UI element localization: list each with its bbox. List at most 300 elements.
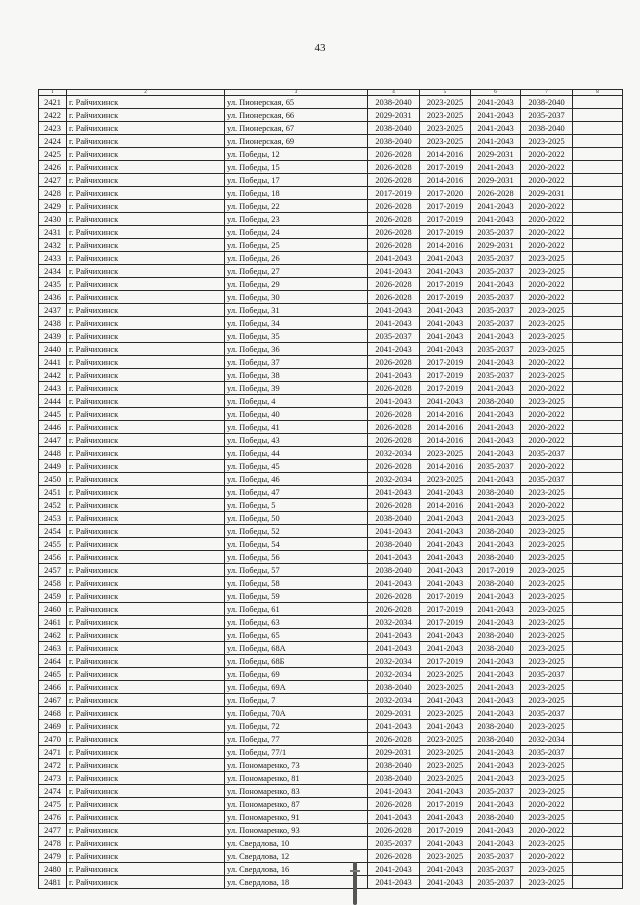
table-row	[39, 616, 623, 629]
table-row	[39, 486, 623, 499]
table-body	[39, 90, 623, 889]
address: ул. Победы, 5	[225, 499, 368, 512]
period-col4: 2017-2019	[368, 187, 420, 200]
table-row	[39, 369, 623, 382]
row-number: 2442	[39, 369, 67, 382]
col8	[573, 785, 623, 798]
period-col5: 2014-2016	[420, 408, 471, 421]
period-col6: 2041-2043	[471, 408, 521, 421]
address: ул. Победы, 50	[225, 512, 368, 525]
col8	[573, 265, 623, 278]
row-number: 2479	[39, 850, 67, 863]
period-col7: 2023-2025	[521, 642, 573, 655]
row-number: 2465	[39, 668, 67, 681]
address: ул. Победы, 40	[225, 408, 368, 421]
row-number: 2441	[39, 356, 67, 369]
address: ул. Свердлова, 16	[225, 863, 368, 876]
address: ул. Победы, 72	[225, 720, 368, 733]
settlement: г. Райчихинск	[67, 863, 225, 876]
col8	[573, 239, 623, 252]
table-row	[39, 811, 623, 824]
period-col5: 2041-2043	[420, 629, 471, 642]
period-col7: 2020-2022	[521, 824, 573, 837]
row-number: 2480	[39, 863, 67, 876]
period-col6: 2026-2028	[471, 187, 521, 200]
row-number: 2430	[39, 213, 67, 226]
period-col6: 2035-2037	[471, 226, 521, 239]
period-col7: 2023-2025	[521, 551, 573, 564]
period-col6: 2041-2043	[471, 278, 521, 291]
address: ул. Пономаренко, 93	[225, 824, 368, 837]
address: ул. Свердлова, 10	[225, 837, 368, 850]
col8	[573, 655, 623, 668]
row-number: 2438	[39, 317, 67, 330]
row-number: 2453	[39, 512, 67, 525]
period-col6: 2029-2031	[471, 239, 521, 252]
period-col5: 2041-2043	[420, 811, 471, 824]
col8	[573, 434, 623, 447]
row-number: 2424	[39, 135, 67, 148]
table-row	[39, 551, 623, 564]
address: ул. Победы, 47	[225, 486, 368, 499]
address: ул. Победы, 77/1	[225, 746, 368, 759]
address: ул. Пономаренко, 83	[225, 785, 368, 798]
period-col4: 2032-2034	[368, 655, 420, 668]
settlement: г. Райчихинск	[67, 330, 225, 343]
row-number: 2435	[39, 278, 67, 291]
table-row	[39, 512, 623, 525]
period-col4: 2041-2043	[368, 304, 420, 317]
col8	[573, 330, 623, 343]
row-number: 2475	[39, 798, 67, 811]
table-row	[39, 733, 623, 746]
row-number: 2421	[39, 96, 67, 109]
column-number-4: 4	[368, 90, 420, 96]
period-col4: 2029-2031	[368, 746, 420, 759]
table-row	[39, 317, 623, 330]
period-col5: 2023-2025	[420, 473, 471, 486]
table-row	[39, 382, 623, 395]
table-row	[39, 187, 623, 200]
address: ул. Свердлова, 12	[225, 850, 368, 863]
table-row	[39, 850, 623, 863]
period-col5: 2017-2019	[420, 382, 471, 395]
period-col6: 2029-2031	[471, 174, 521, 187]
address: ул. Победы, 54	[225, 538, 368, 551]
settlement: г. Райчихинск	[67, 226, 225, 239]
row-number: 2477	[39, 824, 67, 837]
row-number: 2451	[39, 486, 67, 499]
settlement: г. Райчихинск	[67, 772, 225, 785]
row-number: 2434	[39, 265, 67, 278]
period-col5: 2041-2043	[420, 577, 471, 590]
settlement: г. Райчихинск	[67, 278, 225, 291]
period-col4: 2026-2028	[368, 499, 420, 512]
period-col5: 2017-2019	[420, 161, 471, 174]
col8	[573, 252, 623, 265]
period-col7: 2020-2022	[521, 460, 573, 473]
col8	[573, 317, 623, 330]
address: ул. Победы, 68Б	[225, 655, 368, 668]
col8	[573, 356, 623, 369]
table-row	[39, 681, 623, 694]
address: ул. Победы, 12	[225, 148, 368, 161]
settlement: г. Райчихинск	[67, 642, 225, 655]
period-col5: 2041-2043	[420, 252, 471, 265]
period-col6: 2041-2043	[471, 824, 521, 837]
period-col6: 2041-2043	[471, 434, 521, 447]
period-col6: 2035-2037	[471, 876, 521, 889]
period-col5: 2017-2019	[420, 278, 471, 291]
table-row	[39, 174, 623, 187]
col8	[573, 421, 623, 434]
period-col6: 2041-2043	[471, 746, 521, 759]
col8	[573, 512, 623, 525]
period-col7: 2038-2040	[521, 122, 573, 135]
address: ул. Победы, 43	[225, 434, 368, 447]
period-col6: 2041-2043	[471, 447, 521, 460]
address: ул. Пионерская, 66	[225, 109, 368, 122]
period-col5: 2017-2019	[420, 603, 471, 616]
table-row	[39, 746, 623, 759]
col8	[573, 616, 623, 629]
period-col5: 2041-2043	[420, 551, 471, 564]
period-col5: 2023-2025	[420, 746, 471, 759]
period-col7: 2023-2025	[521, 876, 573, 889]
period-col7: 2023-2025	[521, 629, 573, 642]
period-col6: 2035-2037	[471, 850, 521, 863]
col8	[573, 603, 623, 616]
period-col7: 2020-2022	[521, 226, 573, 239]
period-col4: 2038-2040	[368, 122, 420, 135]
period-col6: 2041-2043	[471, 707, 521, 720]
period-col7: 2023-2025	[521, 603, 573, 616]
settlement: г. Райчихинск	[67, 161, 225, 174]
settlement: г. Райчихинск	[67, 239, 225, 252]
period-col7: 2023-2025	[521, 538, 573, 551]
period-col4: 2041-2043	[368, 720, 420, 733]
column-number-5: 5	[420, 90, 471, 96]
address: ул. Победы, 37	[225, 356, 368, 369]
period-col5: 2014-2016	[420, 434, 471, 447]
col8	[573, 824, 623, 837]
table-row	[39, 447, 623, 460]
page-number: 43	[314, 42, 326, 54]
col8	[573, 681, 623, 694]
settlement: г. Райчихинск	[67, 304, 225, 317]
period-col4: 2026-2028	[368, 213, 420, 226]
period-col4: 2041-2043	[368, 785, 420, 798]
col8	[573, 278, 623, 291]
period-col5: 2023-2025	[420, 668, 471, 681]
address: ул. Победы, 59	[225, 590, 368, 603]
address-schedule-table	[38, 89, 623, 889]
period-col4: 2026-2028	[368, 603, 420, 616]
settlement: г. Райчихинск	[67, 707, 225, 720]
period-col4: 2026-2028	[368, 460, 420, 473]
period-col7: 2023-2025	[521, 837, 573, 850]
row-number: 2444	[39, 395, 67, 408]
period-col7: 2023-2025	[521, 135, 573, 148]
address: ул. Победы, 69	[225, 668, 368, 681]
address: ул. Победы, 27	[225, 265, 368, 278]
period-col5: 2041-2043	[420, 837, 471, 850]
row-number: 2454	[39, 525, 67, 538]
row-number: 2429	[39, 200, 67, 213]
period-col5: 2041-2043	[420, 564, 471, 577]
row-number: 2467	[39, 694, 67, 707]
col8	[573, 551, 623, 564]
settlement: г. Райчихинск	[67, 135, 225, 148]
period-col4: 2041-2043	[368, 863, 420, 876]
period-col5: 2017-2019	[420, 291, 471, 304]
period-col4: 2041-2043	[368, 811, 420, 824]
period-col6: 2038-2040	[471, 525, 521, 538]
period-col5: 2041-2043	[420, 525, 471, 538]
period-col6: 2041-2043	[471, 798, 521, 811]
table-row	[39, 395, 623, 408]
period-col6: 2041-2043	[471, 109, 521, 122]
address: ул. Победы, 35	[225, 330, 368, 343]
col8	[573, 473, 623, 486]
settlement: г. Райчихинск	[67, 122, 225, 135]
settlement: г. Райчихинск	[67, 343, 225, 356]
address: ул. Победы, 44	[225, 447, 368, 460]
row-number: 2452	[39, 499, 67, 512]
binding-mark	[353, 862, 357, 905]
period-col7: 2020-2022	[521, 499, 573, 512]
period-col4: 2026-2028	[368, 798, 420, 811]
period-col5: 2014-2016	[420, 421, 471, 434]
period-col4: 2038-2040	[368, 772, 420, 785]
period-col7: 2035-2037	[521, 668, 573, 681]
row-number: 2473	[39, 772, 67, 785]
period-col4: 2041-2043	[368, 265, 420, 278]
binding-mark-tick	[350, 870, 360, 872]
row-number: 2447	[39, 434, 67, 447]
period-col4: 2041-2043	[368, 343, 420, 356]
row-number: 2470	[39, 733, 67, 746]
table-row	[39, 577, 623, 590]
period-col6: 2029-2031	[471, 148, 521, 161]
period-col7: 2020-2022	[521, 356, 573, 369]
period-col6: 2041-2043	[471, 772, 521, 785]
col8	[573, 226, 623, 239]
settlement: г. Райчихинск	[67, 694, 225, 707]
col8	[573, 668, 623, 681]
period-col7: 2023-2025	[521, 343, 573, 356]
settlement: г. Райчихинск	[67, 408, 225, 421]
col8	[573, 590, 623, 603]
period-col6: 2035-2037	[471, 317, 521, 330]
period-col7: 2035-2037	[521, 109, 573, 122]
address: ул. Пономаренко, 81	[225, 772, 368, 785]
period-col5: 2023-2025	[420, 850, 471, 863]
table-row	[39, 720, 623, 733]
col8	[573, 122, 623, 135]
period-col6: 2035-2037	[471, 460, 521, 473]
table-row	[39, 603, 623, 616]
settlement: г. Райчихинск	[67, 499, 225, 512]
table-row	[39, 668, 623, 681]
row-number: 2481	[39, 876, 67, 889]
settlement: г. Райчихинск	[67, 551, 225, 564]
period-col7: 2023-2025	[521, 395, 573, 408]
settlement: г. Райчихинск	[67, 759, 225, 772]
row-number: 2432	[39, 239, 67, 252]
settlement: г. Райчихинск	[67, 811, 225, 824]
period-col6: 2035-2037	[471, 785, 521, 798]
period-col6: 2041-2043	[471, 668, 521, 681]
table-row	[39, 109, 623, 122]
row-number: 2423	[39, 122, 67, 135]
period-col7: 2020-2022	[521, 148, 573, 161]
period-col7: 2023-2025	[521, 655, 573, 668]
settlement: г. Райчихинск	[67, 356, 225, 369]
row-number: 2450	[39, 473, 67, 486]
period-col6: 2038-2040	[471, 720, 521, 733]
settlement: г. Райчихинск	[67, 291, 225, 304]
period-col4: 2026-2028	[368, 174, 420, 187]
period-col5: 2041-2043	[420, 876, 471, 889]
settlement: г. Райчихинск	[67, 512, 225, 525]
table-row	[39, 226, 623, 239]
period-col7: 2023-2025	[521, 720, 573, 733]
row-number: 2461	[39, 616, 67, 629]
col8	[573, 382, 623, 395]
period-col5: 2014-2016	[420, 239, 471, 252]
row-number: 2436	[39, 291, 67, 304]
row-number: 2468	[39, 707, 67, 720]
address: ул. Победы, 30	[225, 291, 368, 304]
period-col4: 2026-2028	[368, 421, 420, 434]
table-row	[39, 434, 623, 447]
settlement: г. Райчихинск	[67, 447, 225, 460]
address: ул. Победы, 26	[225, 252, 368, 265]
period-col6: 2035-2037	[471, 252, 521, 265]
col8	[573, 109, 623, 122]
table-row	[39, 96, 623, 109]
period-col7: 2023-2025	[521, 577, 573, 590]
address: ул. Победы, 46	[225, 473, 368, 486]
row-number: 2433	[39, 252, 67, 265]
settlement: г. Райчихинск	[67, 369, 225, 382]
period-col5: 2041-2043	[420, 694, 471, 707]
period-col4: 2029-2031	[368, 707, 420, 720]
period-col5: 2023-2025	[420, 759, 471, 772]
period-col4: 2026-2028	[368, 590, 420, 603]
address: ул. Победы, 17	[225, 174, 368, 187]
address: ул. Победы, 22	[225, 200, 368, 213]
period-col6: 2041-2043	[471, 200, 521, 213]
row-number: 2474	[39, 785, 67, 798]
period-col7: 2023-2025	[521, 785, 573, 798]
row-number: 2471	[39, 746, 67, 759]
table-row	[39, 278, 623, 291]
period-col7: 2035-2037	[521, 473, 573, 486]
period-col7: 2020-2022	[521, 213, 573, 226]
settlement: г. Райчихинск	[67, 603, 225, 616]
address: ул. Пономаренко, 73	[225, 759, 368, 772]
address: ул. Победы, 36	[225, 343, 368, 356]
period-col4: 2032-2034	[368, 668, 420, 681]
address: ул. Победы, 63	[225, 616, 368, 629]
settlement: г. Райчихинск	[67, 486, 225, 499]
period-col7: 2023-2025	[521, 330, 573, 343]
row-number: 2466	[39, 681, 67, 694]
period-col4: 2041-2043	[368, 395, 420, 408]
period-col4: 2032-2034	[368, 694, 420, 707]
col8	[573, 408, 623, 421]
address: ул. Победы, 24	[225, 226, 368, 239]
table-row	[39, 837, 623, 850]
address: ул. Победы, 70А	[225, 707, 368, 720]
period-col5: 2017-2019	[420, 590, 471, 603]
settlement: г. Райчихинск	[67, 187, 225, 200]
col8	[573, 837, 623, 850]
period-col4: 2041-2043	[368, 551, 420, 564]
table-row	[39, 564, 623, 577]
settlement: г. Райчихинск	[67, 577, 225, 590]
settlement: г. Райчихинск	[67, 850, 225, 863]
period-col4: 2041-2043	[368, 642, 420, 655]
period-col5: 2017-2019	[420, 213, 471, 226]
settlement: г. Райчихинск	[67, 213, 225, 226]
period-col5: 2041-2043	[420, 486, 471, 499]
table-row	[39, 824, 623, 837]
period-col5: 2041-2043	[420, 642, 471, 655]
row-number: 2428	[39, 187, 67, 200]
table-row	[39, 642, 623, 655]
period-col6: 2035-2037	[471, 304, 521, 317]
period-col6: 2038-2040	[471, 551, 521, 564]
period-col7: 2023-2025	[521, 252, 573, 265]
period-col6: 2041-2043	[471, 382, 521, 395]
col8	[573, 863, 623, 876]
period-col6: 2041-2043	[471, 356, 521, 369]
period-col5: 2041-2043	[420, 785, 471, 798]
table-row	[39, 629, 623, 642]
settlement: г. Райчихинск	[67, 434, 225, 447]
table-row	[39, 356, 623, 369]
col8	[573, 291, 623, 304]
table-row	[39, 772, 623, 785]
settlement: г. Райчихинск	[67, 837, 225, 850]
period-col6: 2038-2040	[471, 629, 521, 642]
address: ул. Победы, 41	[225, 421, 368, 434]
address: ул. Пионерская, 69	[225, 135, 368, 148]
col8	[573, 447, 623, 460]
period-col4: 2026-2028	[368, 161, 420, 174]
period-col4: 2026-2028	[368, 408, 420, 421]
row-number: 2478	[39, 837, 67, 850]
address: ул. Победы, 34	[225, 317, 368, 330]
row-number: 2443	[39, 382, 67, 395]
period-col6: 2035-2037	[471, 369, 521, 382]
period-col7: 2038-2040	[521, 96, 573, 109]
period-col5: 2017-2019	[420, 369, 471, 382]
period-col4: 2026-2028	[368, 733, 420, 746]
period-col7: 2023-2025	[521, 811, 573, 824]
period-col6: 2017-2019	[471, 564, 521, 577]
period-col4: 2026-2028	[368, 278, 420, 291]
col8	[573, 720, 623, 733]
period-col6: 2038-2040	[471, 642, 521, 655]
col8	[573, 174, 623, 187]
period-col4: 2041-2043	[368, 369, 420, 382]
table-row	[39, 785, 623, 798]
settlement: г. Райчихинск	[67, 629, 225, 642]
